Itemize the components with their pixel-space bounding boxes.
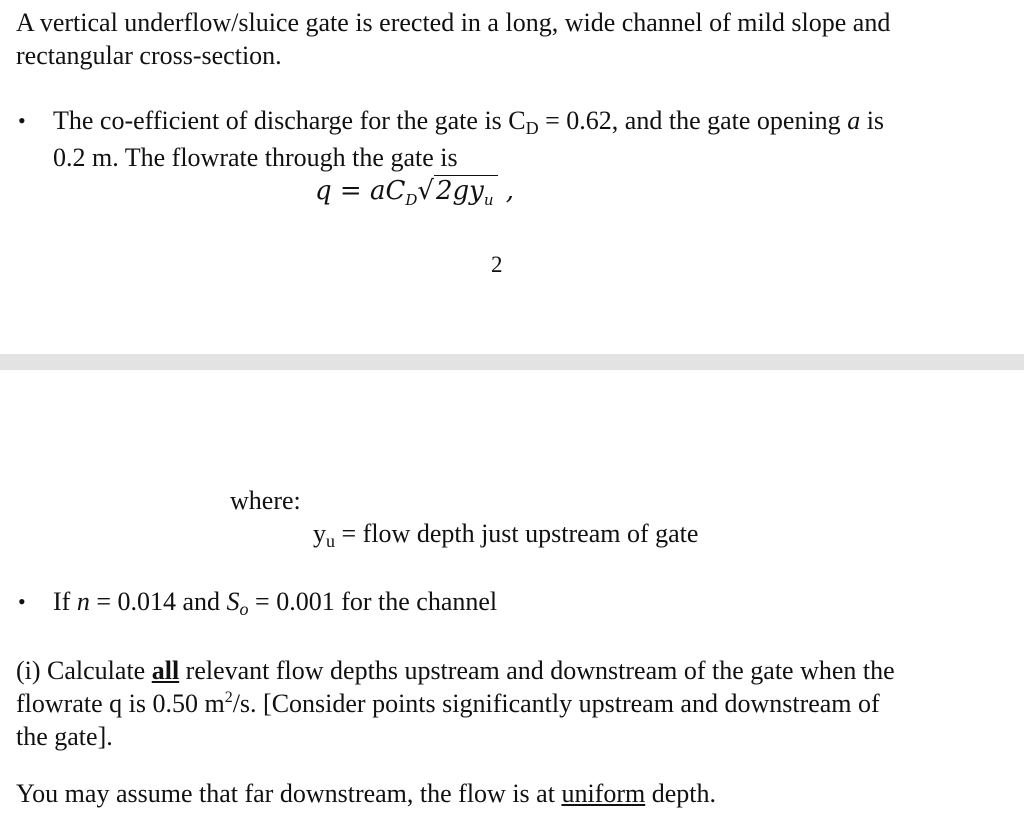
bullet-marker-2: • xyxy=(18,589,26,614)
closing-line: You may assume that far downstream, the flow is at uniform depth. xyxy=(16,779,716,808)
question-line-2: flowrate q is 0.50 $m^2/s$. [Consider points significantly upstream and downstream of xyxy=(16,689,880,718)
intro-line-2: rectangular cross-section. xyxy=(16,41,282,70)
question-line-3: the gate]. xyxy=(16,722,113,751)
intro-line-1: A vertical underflow/sluice gate is erected in a long, wide channel of mild slope and xyxy=(16,8,891,37)
bullet-1-line-1: The co-efficient of discharge for the gate is $C_D = 0.62$, and the gate opening a is xyxy=(53,106,885,138)
bullet-marker-1: • xyxy=(18,108,26,133)
page-number: 2 xyxy=(491,252,503,277)
page-break-divider xyxy=(0,354,1024,370)
flowrate-formula: $q = aC_D√2gy_u$ , xyxy=(315,176,515,209)
bullet-2-text: If n = 0.014 and $S_o = 0.001$ for the channel xyxy=(53,587,498,619)
sqrt-symbol: √ xyxy=(417,176,434,206)
bullet-1-line-2: 0.2 m. The flowrate through the gate is xyxy=(53,143,458,172)
where-definition: $y_u$ = flow depth just upstream of gate xyxy=(313,519,699,551)
where-label: where: xyxy=(230,486,301,515)
question-line-1: (i) Calculate all relevant flow depths upstream and downstream of the gate when the xyxy=(16,656,895,685)
